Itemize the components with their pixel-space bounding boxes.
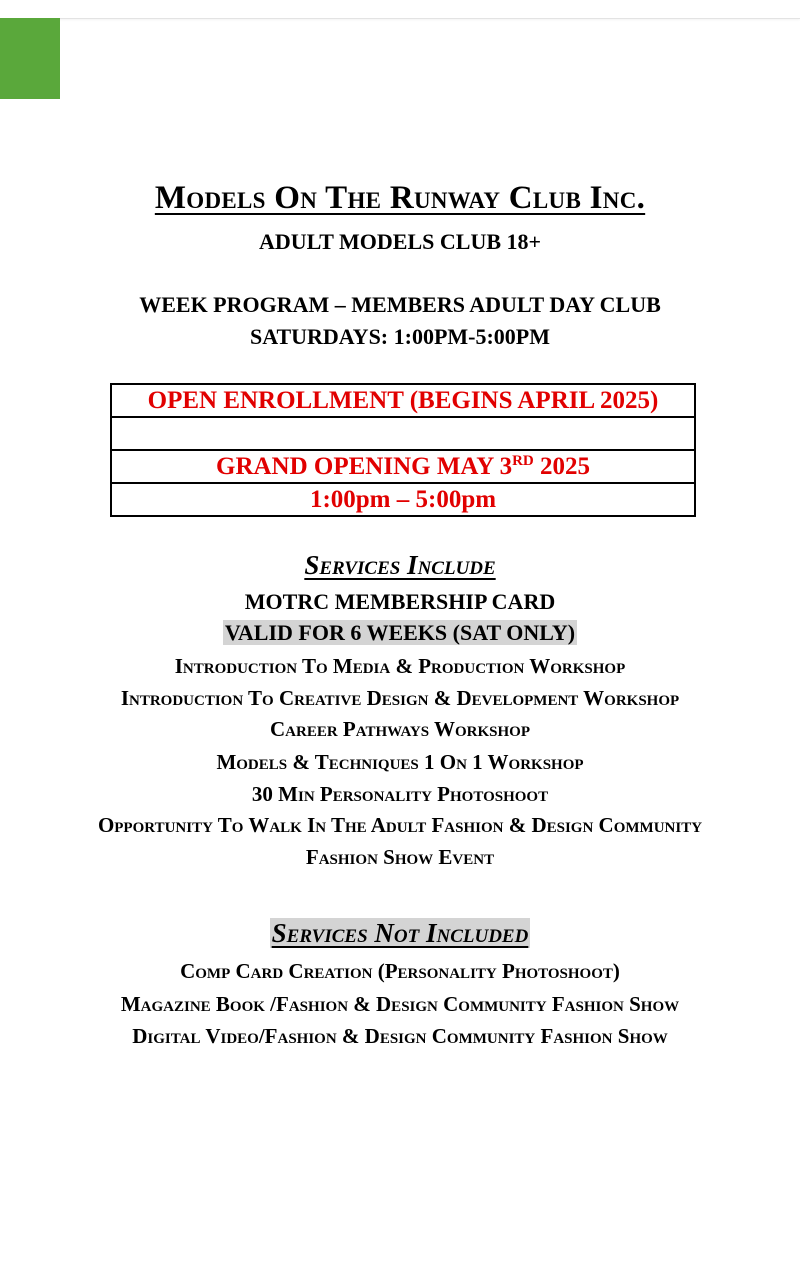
list-item: Digital Video/Fashion & Design Community Fashion Show [132,1024,668,1048]
grand-opening-cell [111,450,695,483]
list-item-highlighted [0,620,800,646]
list-item: Comp Card Creation (Personality Photoshoot) [180,959,620,983]
list-item: Models & Techniques 1 On 1 Workshop [216,750,584,774]
table-row [111,384,695,417]
top-bar [0,0,800,19]
table-row [111,483,695,516]
list-item: Opportunity To Walk In The Adult Fashion & Design Community [97,813,703,837]
program-title: WEEK PROGRAM – MEMBERS ADULT DAY CLUB [139,292,661,317]
list-item: Career Pathways Workshop [270,717,530,741]
grand-opening-year: 2025 [533,453,590,480]
page-title [0,180,800,217]
list-item: Magazine Book /Fashion & Design Community Fashion Show [120,992,680,1016]
enrollment-table [110,383,696,517]
green-corner-block [0,18,60,99]
list-item: 30 Min Personality Photoshoot [251,782,549,806]
schedule-line: SATURDAYS: 1:00PM-5:00PM [249,324,551,349]
services-not-included-heading-text: Services Not Included [271,918,529,948]
table-row [111,450,695,483]
subtitle: ADULT MODELS CLUB 18+ [258,229,542,254]
grand-opening-date: GRAND OPENING MAY 3 [216,453,513,480]
list-item: Fashion Show Event [305,845,495,869]
date-ordinal-suffix: RD [512,453,534,469]
services-not-included-heading [0,918,800,949]
services-include-heading-text: Services Include [304,550,496,580]
open-enrollment-cell: OPEN ENROLLMENT (BEGINS APRIL 2025) [111,384,695,417]
list-item: Introduction To Media & Production Workshop [174,654,626,678]
highlight-text: VALID FOR 6 WEEKS (SAT ONLY) [224,620,576,645]
list-item: Introduction To Creative Design & Development Workshop [120,686,680,710]
empty-cell [111,417,695,450]
page-title-text: Models On The Runway Club Inc. [154,180,646,216]
list-item: MOTRC MEMBERSHIP CARD [244,589,556,614]
services-include-heading [0,550,800,581]
table-row [111,417,695,450]
hours-cell: 1:00pm – 5:00pm [111,483,695,516]
